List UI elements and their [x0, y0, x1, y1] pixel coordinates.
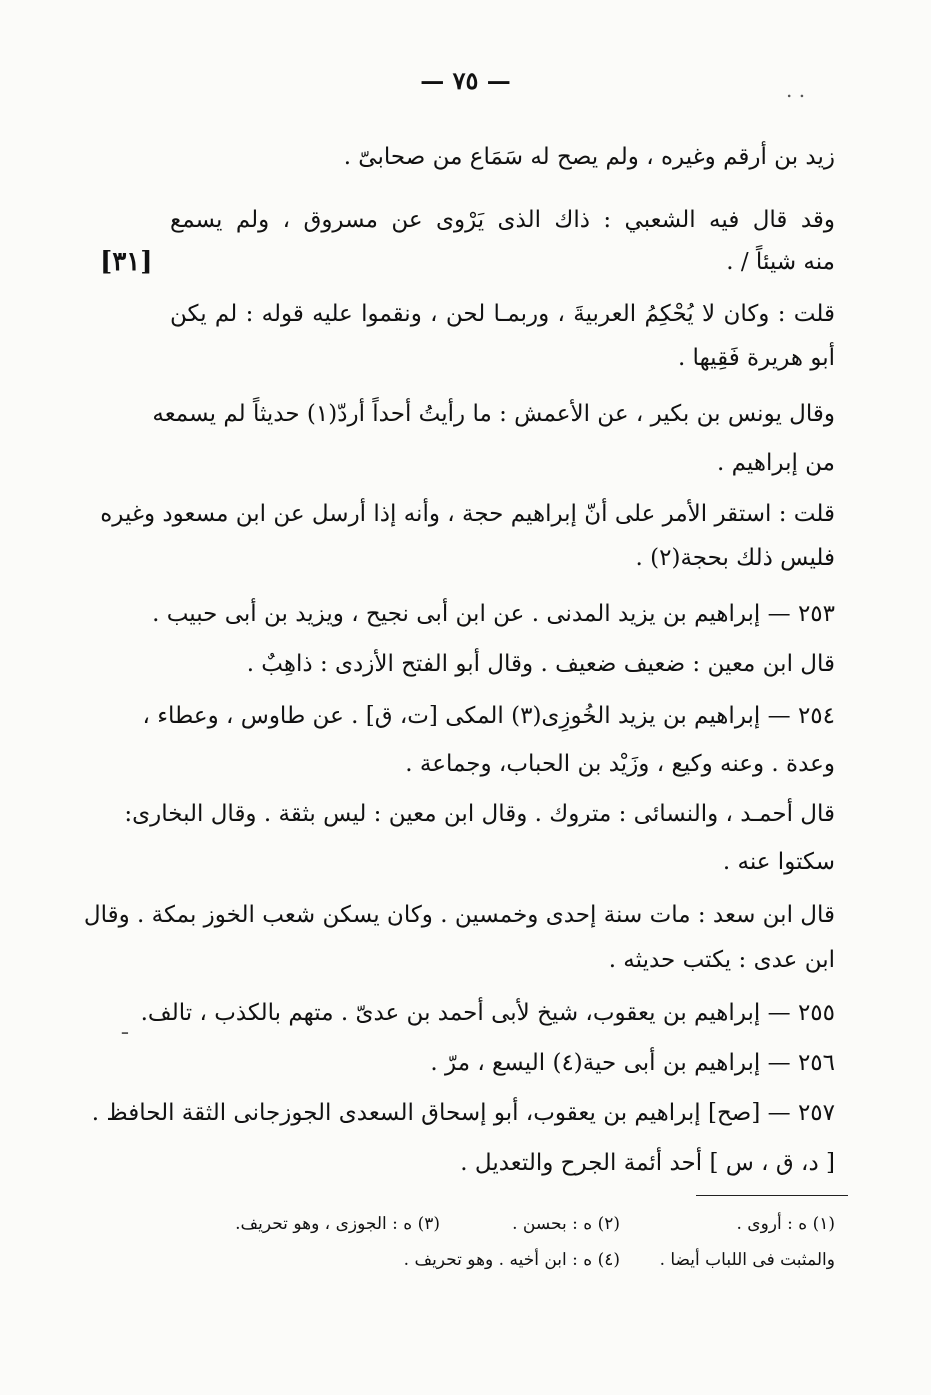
page-number: — ٧٥ — — [420, 66, 511, 95]
body-line: سكتوا عنه . — [722, 849, 835, 875]
body-line: قال ابن معين : ضعيف ضعيف . وقال أبو الفتح الأزدى : ذاهِبٌ . — [246, 651, 835, 677]
body-line: أبو هريرة فَقِيها . — [677, 345, 835, 371]
body-line: وعدة . وعنه وكيع ، وزَيْد بن الحباب، وجماعة . — [405, 751, 835, 777]
body-line: فليس ذلك بحجة(٢) . — [635, 545, 835, 571]
entry-253: ٢٥٣ — إبراهيم بن يزيد المدنى . عن ابن أبى نجيح ، ويزيد بن أبى حبيب . — [152, 601, 835, 627]
footnote-3: (٣) ه : الجوزى ، وهو تحريف. — [235, 1214, 440, 1234]
scan-speck: ـ — [122, 1015, 128, 1039]
body-line: منه شيئاً / . — [726, 249, 835, 275]
body-line: قلت : استقر الأمر على أنّ إبراهيم حجة ، وأنه إذا أرسل عن ابن مسعود وغيره — [100, 501, 835, 527]
body-line: زيد بن أرقم وغيره ، ولم يصح له سَمَاع من صحابىّ . — [343, 144, 835, 170]
entry-256: ٢٥٦ — إبراهيم بن أبى حية(٤) اليسع ، مرّ . — [430, 1050, 835, 1076]
body-line: ابن عدى : يكتب حديثه . — [608, 947, 835, 973]
footnote-1: (١) ه : أروى . — [736, 1214, 835, 1234]
footnote-divider — [696, 1195, 848, 1196]
entry-254: ٢٥٤ — إبراهيم بن يزيد الخُوزِى(٣) المكى [ت، ق] . عن طاوس ، وعطاء ، — [142, 703, 835, 729]
scan-speck: . . — [786, 78, 806, 102]
entry-255: ٢٥٥ — إبراهيم بن يعقوب، شيخ لأبى أحمد بن عدىّ . متهم بالكذب ، تالف. — [140, 1000, 835, 1026]
footnote-3-continued: والمثبت فى اللباب أيضا . — [659, 1250, 835, 1270]
body-line: وقد قال فيه الشعبي : ذاك الذى يَرْوى عن مسروق ، ولم يسمع — [170, 207, 835, 233]
margin-reference: [٣١] — [100, 247, 153, 277]
body-line: قلت : وكان لا يُحْكِمُ العربيةَ ، وربمـا لحن ، ونقموا عليه قوله : لم يكن — [170, 301, 835, 327]
entry-257: ٢٥٧ — [صح] إبراهيم بن يعقوب، أبو إسحاق السعدى الجوزجانى الثقة الحافظ . — [91, 1100, 835, 1126]
body-line: قال ابن سعد : مات سنة إحدى وخمسين . وكان يسكن شعب الخوز بمكة . وقال — [83, 902, 835, 928]
body-line: [ د، ق ، س ] أحد أئمة الجرح والتعديل . — [460, 1150, 835, 1176]
footnote-4: (٤) ه : ابن أخيه . وهو تحريف . — [403, 1250, 620, 1270]
body-line: من إبراهيم . — [716, 450, 835, 476]
body-line: قال أحمـد ، والنسائى : متروك . وقال ابن معين : ليس بثقة . وقال البخارى: — [124, 801, 835, 827]
body-line: وقال يونس بن بكير ، عن الأعمش : ما رأيتُ أحداً أردّ(١) حديثاً لم يسمعه — [152, 401, 835, 427]
footnote-row — [175, 1250, 835, 1276]
footnote-2: (٢) ه : بحسن . — [512, 1214, 620, 1234]
footnote-row — [175, 1214, 835, 1240]
